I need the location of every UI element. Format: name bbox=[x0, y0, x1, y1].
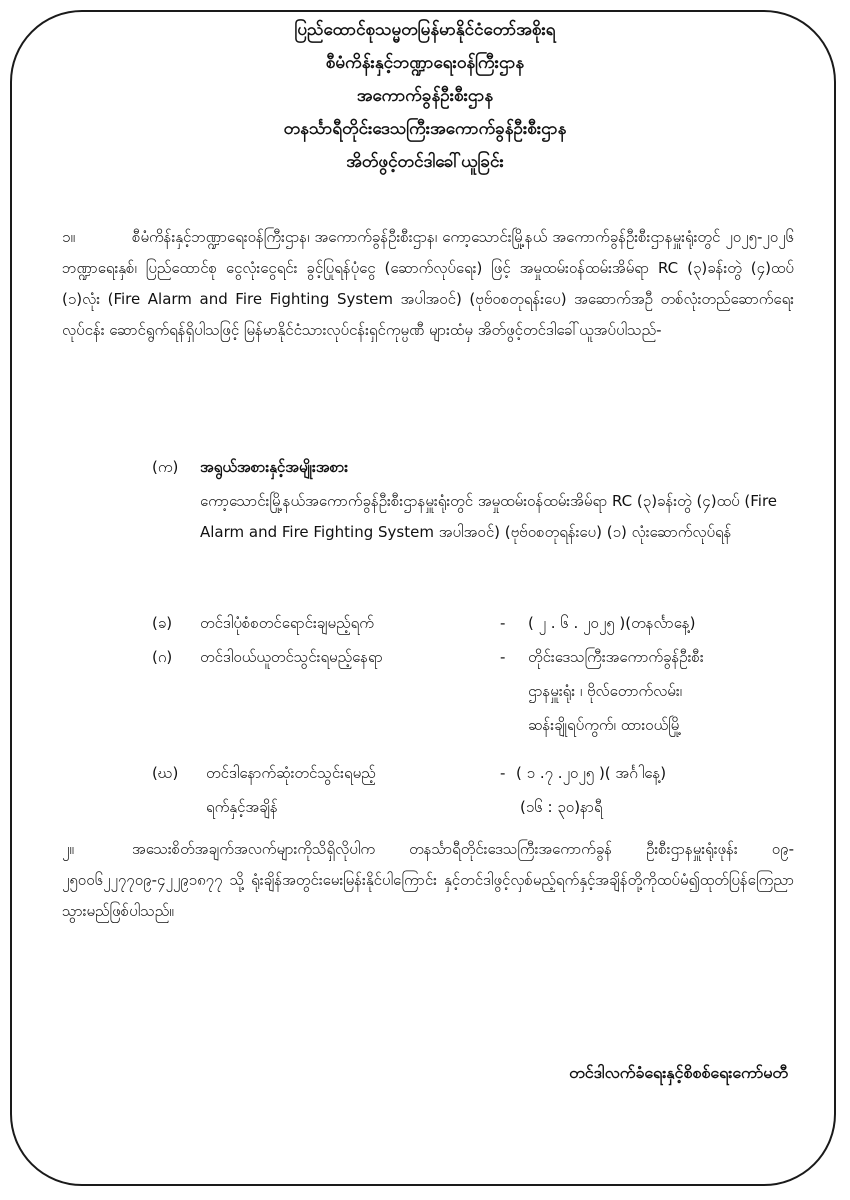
item-ga-label: တင်ဒါဝယ်ယူတင်သွင်းရမည့်နေရာ bbox=[200, 648, 383, 666]
item-kha-marker: (ခ) bbox=[152, 614, 173, 632]
item-kha-dash: - bbox=[500, 614, 506, 632]
paragraph-2-text: အသေးစိတ်အချက်အလက်များကိုသိရှိလိုပါက တနင်္သာရီတိုင်းဒေသကြီးအကောက်ခွန် ဦးစီးဌာနမှူးရုံးဖုန်း ၀၉- ၂၅၀၀၆၂၂၇၇၀၉-၄၂၂၉၁၈၇၇ သို့ ရုံးချိန်အတွင်းမေးမြန်းနိုင်ပါကြောင်း နှင့်တင်ဒါဖွင့်လှစ်မည့်ရက်နှင့်အချိန်တို့ကိုထပ်မံ၍ထုတ်ပြန်ကြေညာသွားမည်ဖြစ်ပါသည်။ bbox=[62, 840, 794, 920]
item-ga-value-line2: ဌာနမှူးရုံး ၊ ဗိုလ်တောက်လမ်း၊ bbox=[528, 682, 682, 700]
item-ga-dash: - bbox=[500, 648, 506, 666]
item-gha-dash: - bbox=[500, 764, 506, 782]
item-gha-value-line2: (၁၆ : ၃၀)နာရီ bbox=[520, 798, 603, 816]
item-gha-value-line1: ( ၁ .၇ .၂၀၂၅ )( အင်္ဂါနေ့) bbox=[516, 764, 667, 782]
notice-title: အိတ်ဖွင့်တင်ဒါခေါ်ယူခြင်း bbox=[346, 152, 504, 172]
item-ga-marker: (ဂ) bbox=[152, 648, 173, 666]
paragraph-2 bbox=[62, 834, 794, 927]
department-title: အကောက်ခွန်ဦးစီးဌာန bbox=[356, 86, 494, 106]
paragraph-1-text: စီမံကိန်းနှင့်ဘဏ္ဍာရေးဝန်ကြီးဌာန၊ အကောက်ခွန်ဦးစီးဌာန၊ ကော့သောင်းမြို့နယ် အကောက်ခွန်ဦးစီးဌာနမှူးရုံးတွင် ၂၀၂၅-၂၀၂၆ ဘဏ္ဍာရေးနှစ်၊ ပြည်ထောင်စု ငွေလုံးငွေရင်း ခွင့်ပြုရန်ပုံငွေ (ဆောက်လုပ်ရေး) ဖြင့် အမှုထမ်းဝန်ထမ်းအိမ်ရာ RC (၃)ခန်းတွဲ (၄)ထပ် (၁)လုံး (Fire Alarm and Fire Fighting System အပါအဝင်) (ဗုဗ်ဝစတုရန်းပေ) အဆောက်အဦ တစ်လုံးတည်ဆောက်ရေးလုပ်ငန်း ဆောင်ရွက်ရန်ရှိပါသဖြင့် မြန်မာနိုင်ငံသားလုပ်ငန်းရှင်ကုမ္ပဏီ များထံမှ အိတ်ဖွင့်တင်ဒါခေါ်ယူအပ်ပါသည်- bbox=[62, 228, 794, 339]
ministry-title: စီမံကိန်းနှင့်ဘဏ္ဍာရေးဝန်ကြီးဌာန bbox=[325, 53, 525, 73]
item-ga-value-line1: တိုင်းဒေသကြီးအကောက်ခွန်ဦးစီး bbox=[528, 648, 704, 666]
document-border bbox=[10, 10, 836, 1186]
item-gha-label-line1: တင်ဒါနောက်ဆုံးတင်သွင်းရမည့် bbox=[206, 764, 376, 782]
regional-office-title: တနင်္သာရီတိုင်းဒေသကြီးအကောက်ခွန်ဦးစီးဌာန bbox=[283, 119, 567, 139]
item-kha-value: ( ၂ . ၆ . ၂၀၂၅ )(တနင်္လာနေ့) bbox=[528, 614, 696, 632]
item-ka-title: အရွယ်အစားနှင့်အမျိုးအစား bbox=[200, 458, 349, 476]
government-title: ပြည်ထောင်စုသမ္မတမြန်မာနိုင်ငံတော်အစိုးရ bbox=[294, 20, 556, 40]
item-gha-label-line2: ရက်နှင့်အချိန် bbox=[206, 798, 278, 816]
item-gha-marker: (ဃ) bbox=[152, 764, 179, 782]
item-ga-value-line3: ဆန်းချိုရပ်ကွက်၊ ထားဝယ်မြို့ bbox=[528, 716, 682, 734]
item-kha-label: တင်ဒါပုံစံစတင်ရောင်းချမည့်ရက် bbox=[200, 614, 374, 632]
item-ka-marker: (က) bbox=[152, 458, 179, 476]
paragraph-1 bbox=[62, 222, 794, 346]
signature-committee: တင်ဒါလက်ခံရေးနှင့်စိစစ်ရေးကော်မတီ bbox=[569, 1063, 788, 1082]
document-header bbox=[0, 14, 850, 179]
paragraph-2-number: ၂။ bbox=[62, 840, 74, 858]
item-ka-body: ကော့သောင်းမြို့နယ်အကောက်ခွန်ဦးစီးဌာနမှူးရုံးတွင် အမှုထမ်းဝန်ထမ်းအိမ်ရာ RC (၃)ခန်းတွဲ (၄)ထပ် (Fire Alarm and Fire Fighting System အပါအဝင်) (ဗုဗ်ဝစတုရန်းပေ) (၁) လုံးဆောက်လုပ်ရန် bbox=[200, 492, 778, 541]
paragraph-1-number: ၁။ bbox=[62, 228, 75, 246]
